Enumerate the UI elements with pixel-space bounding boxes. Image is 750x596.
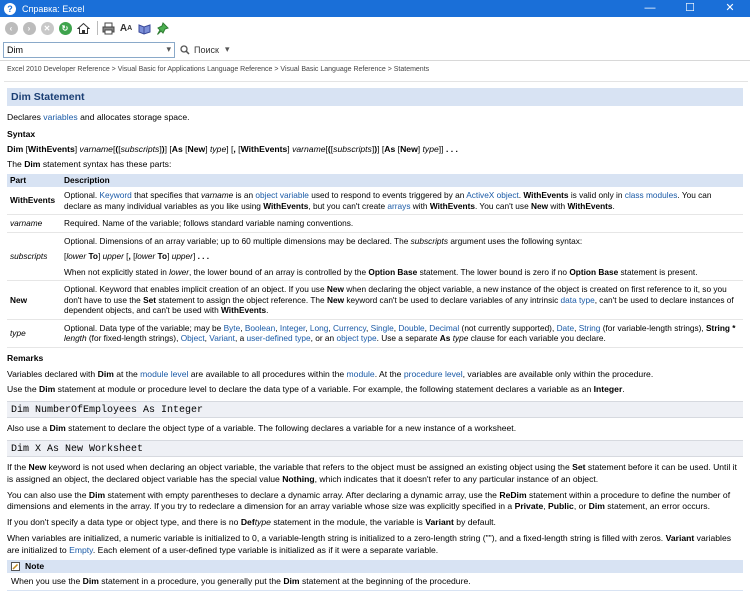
book-icon[interactable] <box>137 21 151 35</box>
close-button[interactable]: ✕ <box>725 2 735 14</box>
part-name: New <box>7 281 61 320</box>
part-name: type <box>7 319 61 347</box>
search-input-value: Dim <box>7 44 23 55</box>
part-description: Optional. Keyword that enables implicit creation of an object. If you use New when declaring the object variable, a new instance of the object is created on first reference to it, so you don't have to use the Set statement to assign the object reference. The New keyword can't be used to declare variables of any intrinsic data type, can't be used to declare instances of dependent objects, and can't be used with WithEvents. <box>61 281 743 320</box>
home-icon[interactable] <box>76 21 90 35</box>
maximize-button[interactable]: ☐ <box>685 2 695 14</box>
remarks-text-5: You can also use the Dim statement with empty parentheses to declare a dynamic array. After declaring a dynamic array, use the ReDim statement within a procedure to define the number of dimensions and elements in the array. If you try to redeclare a dimension for an array variable whose size was explicitly specified in a Private, Public, or Dim statement, an error occurs. <box>7 489 731 511</box>
activex-object-link[interactable]: ActiveX object <box>466 190 519 201</box>
syntax-line: Dim [WithEvents] varname[([subscripts])] [As [New] type] [, [WithEvents] varname[([subscripts])] [As [New] type]] . . . <box>7 144 458 155</box>
part-name: subscripts <box>7 232 61 281</box>
search-button-label: Поиск <box>194 44 219 55</box>
intro-text: Declares variables and allocates storage space. <box>7 112 190 122</box>
arrays-link[interactable]: arrays <box>387 200 411 211</box>
description-header: Description <box>61 174 743 187</box>
class-modules-link[interactable]: class modules <box>624 190 678 201</box>
search-button[interactable] <box>180 44 229 55</box>
part-header: Part <box>7 174 61 187</box>
remarks-heading: Remarks <box>7 352 44 363</box>
remarks-text-4: If the New keyword is not used when declaring an object variable, the variable that refers to the object must be assigned an existing object using the Set statement before it can be used. Until it is assigned an object, the declared object variable has the special value Nothing, which indicates that it doesn't refer to any particular instance of an object. <box>7 462 737 484</box>
part-description: Optional. Dimensions of an array variable; up to 60 multiple dimensions may be declared. The subscripts argument uses the following syntax: [lower To] upper [, [lower To] upper] . . . When not explicitly stated in lower, the lower bound of an array is controlled by the Option Base statement. The lower bound is zero if no Option Base statement is present. <box>61 232 743 281</box>
note-icon <box>11 562 20 571</box>
search-dropdown-icon[interactable]: ▾ <box>166 44 171 54</box>
empty-link[interactable]: Empty <box>69 544 93 555</box>
remarks-text-1: Variables declared with Dim at the module level are available to all procedures within the module. At the procedure level, variables are available only within the procedure. <box>7 368 654 379</box>
note-text: When you use the Dim statement in a procedure, you generally put the Dim statement at the beginning of the procedure. <box>7 573 743 591</box>
part-description: Optional. Keyword that specifies that varname is an object variable used to respond to events triggered by an ActiveX object. WithEvents is valid only in class modules. You can declare as many individual variables as you like using WithEvents, but you can't create arrays with WithEvents. You can't use New with WithEvents. <box>61 187 743 215</box>
parameters-table <box>7 174 743 348</box>
window-title: Справка: Excel <box>22 3 85 14</box>
table-row <box>7 281 743 320</box>
search-input[interactable] <box>3 42 175 58</box>
module-link[interactable]: module <box>346 368 375 379</box>
code-sample-2: Dim X As New Worksheet <box>7 440 743 457</box>
object-variable-link[interactable]: object variable <box>255 190 309 201</box>
remarks-text-3: Also use a Dim statement to declare the object type of a variable. The following declares a variable for a new instance of a worksheet. <box>7 423 517 434</box>
search-bar <box>0 39 750 61</box>
search-options-icon[interactable]: ▾ <box>224 44 230 54</box>
remarks-text-2: Use the Dim statement at module or procedure level to declare the data type of a variable. For example, the following statement declares a variable as an Integer. <box>7 383 625 394</box>
table-row <box>7 187 743 215</box>
remarks-text-6: If you don't specify a data type or object type, and there is no Deftype statement in the module, the variable is Variant by default. <box>7 517 496 528</box>
help-icon: ? <box>4 3 16 15</box>
part-name: varname <box>7 215 61 233</box>
breadcrumb-divider <box>4 81 748 82</box>
procedure-level-link[interactable]: procedure level <box>403 368 463 379</box>
stop-icon[interactable]: ✕ <box>40 21 54 35</box>
breadcrumb[interactable]: Excel 2010 Developer Reference > Visual Basic for Applications Language Reference > Visual Basic Language Reference > Statements <box>7 66 430 73</box>
search-icon <box>180 45 190 55</box>
variables-link[interactable]: variables <box>43 112 78 122</box>
keyword-link[interactable]: Keyword <box>99 190 132 201</box>
toolbar <box>0 17 750 39</box>
code-sample-1: Dim NumberOfEmployees As Integer <box>7 401 743 418</box>
remarks-text-7: When variables are initialized, a numeric variable is initialized to 0, a variable-length string is initialized to a zero-length string (""), and a fixed-length string is filled with zeros. Variant variables are initialized to Empty. Each element of a user-defined type variable is initialized as if it were a separate variable. <box>7 533 732 555</box>
font-size-icon[interactable]: A A <box>119 22 133 34</box>
table-row <box>7 215 743 233</box>
help-content <box>7 88 743 591</box>
forward-icon[interactable]: › <box>22 21 36 35</box>
table-row <box>7 232 743 281</box>
minimize-button[interactable]: — <box>644 2 656 14</box>
syntax-heading: Syntax <box>7 129 36 140</box>
print-icon[interactable] <box>101 21 115 35</box>
part-description: Required. Name of the variable; follows standard variable naming conventions. <box>61 215 743 233</box>
data-type-link[interactable]: data type <box>560 294 595 305</box>
part-name: WithEvents <box>7 187 61 215</box>
part-description: Optional. Data type of the variable; may be Byte, Boolean, Integer, Long, Currency, Single, Double, Decimal (not currently supported), Date, String (for variable-length strings), String * length (for fixed-length strings), Object, Variant, a user-defined type, or an object type. Use a separate As type clause for each variable you declare. <box>61 319 743 347</box>
table-row <box>7 319 743 347</box>
module-level-link[interactable]: module level <box>140 368 189 379</box>
table-header-row <box>7 174 743 187</box>
refresh-icon[interactable]: ↻ <box>58 21 72 35</box>
syntax-parts-text: The Dim statement syntax has these parts: <box>7 158 172 169</box>
keep-on-top-icon[interactable] <box>155 21 169 35</box>
title-bar <box>0 0 750 17</box>
back-icon[interactable]: ‹ <box>4 21 18 35</box>
page-title: Dim Statement <box>7 88 743 106</box>
toolbar-separator <box>97 21 98 35</box>
note-title: Note <box>25 560 45 571</box>
note-header <box>7 560 743 573</box>
